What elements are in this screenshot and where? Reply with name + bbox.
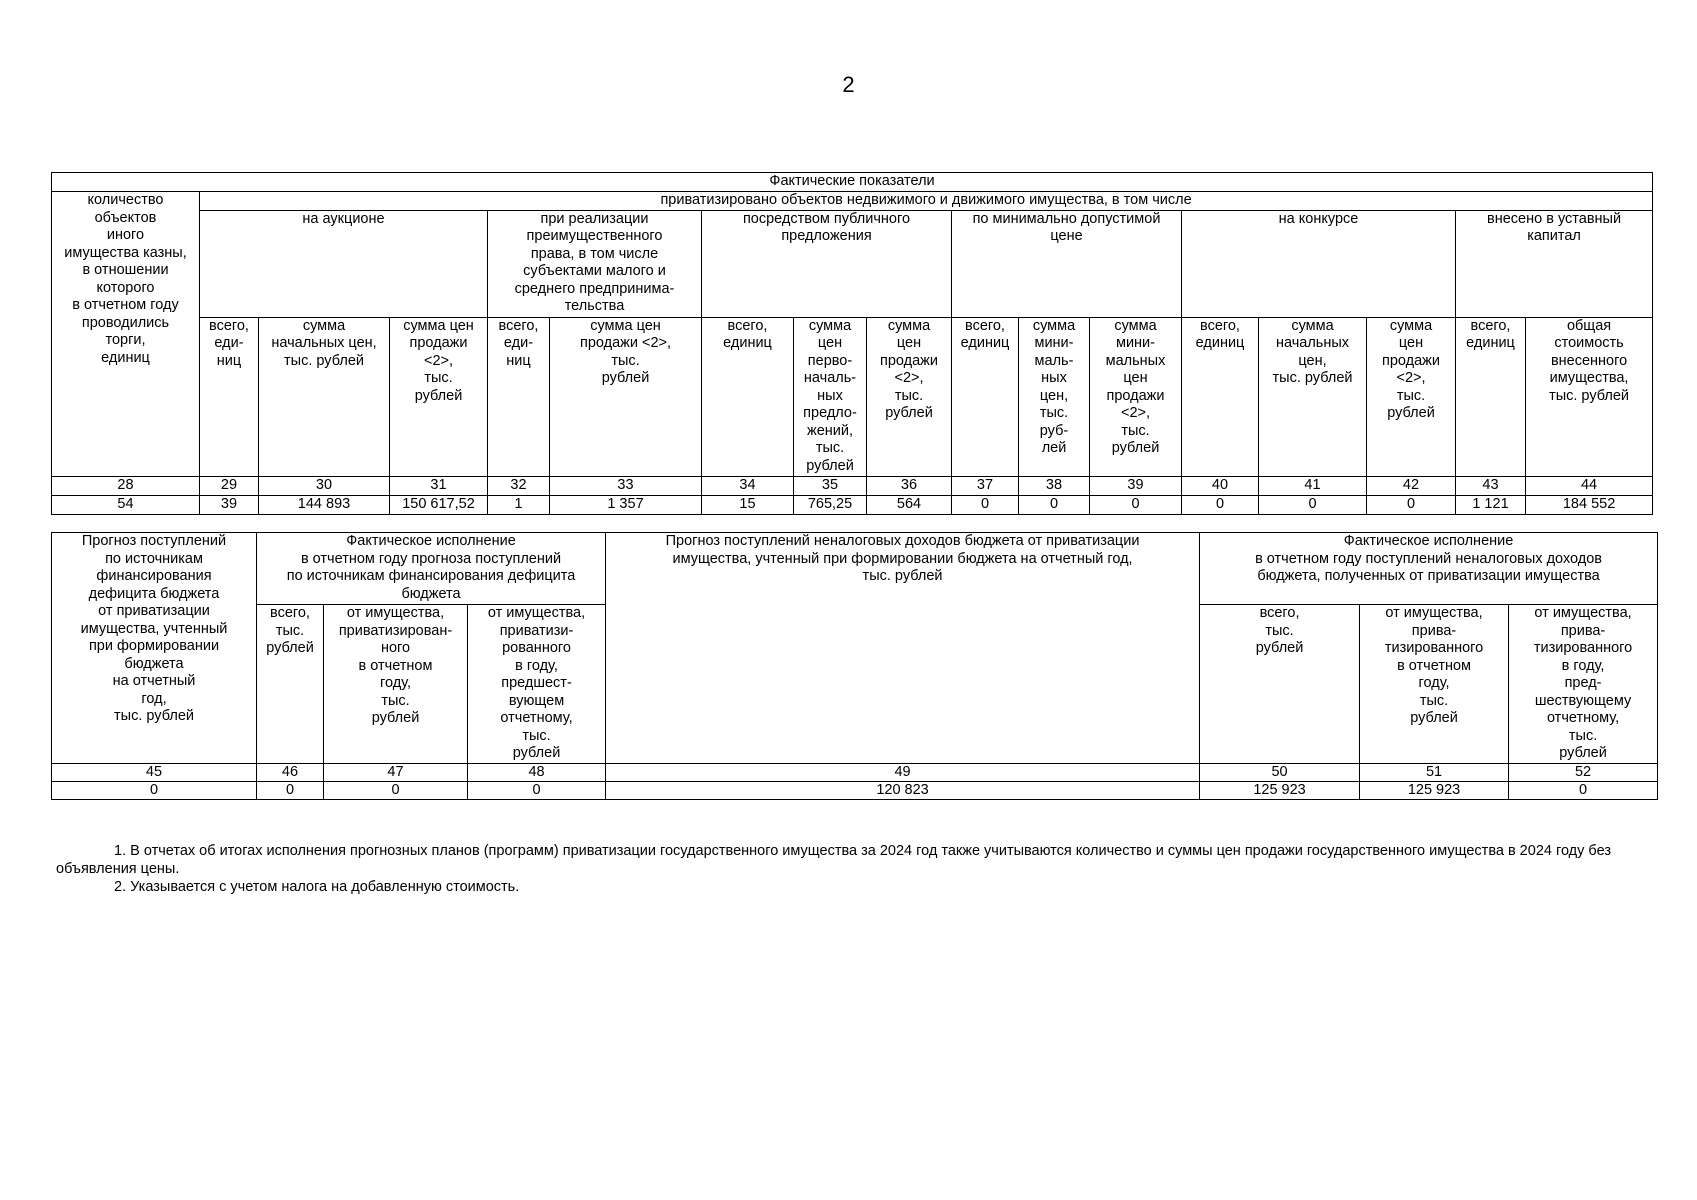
value-cell: 1 357	[550, 495, 702, 514]
subheader-cell: всего, еди- ниц	[200, 317, 259, 476]
subheader-cell: от имущества, приватизи- рованного в году, предшест- вующем отчетному, тыс. рублей	[468, 605, 606, 764]
subheader-cell: сумма цен продажи <2>, тыс. рублей	[390, 317, 488, 476]
column-number: 37	[952, 476, 1019, 495]
column-number: 39	[1090, 476, 1182, 495]
group-contest: на конкурсе	[1182, 210, 1456, 317]
actual-nontax-header: Фактическое исполнение в отчетном году поступлений неналоговых доходов бюджета, полученных от приватизации имущества	[1200, 533, 1658, 605]
value-cell: 120 823	[606, 782, 1200, 800]
column-number: 33	[550, 476, 702, 495]
value-cell: 0	[257, 782, 324, 800]
subheader-cell: всего, единиц	[702, 317, 794, 476]
footnote-1: 1. В отчетах об итогах исполнения прогнозных планов (программ) приватизации государственного имущества за 2024 год также учитываются количество и суммы цен продажи государственного имущества в 2024 году без объявления цены.	[56, 843, 1611, 877]
subheader-cell: сумма цен продажи <2>, тыс. рублей	[867, 317, 952, 476]
subheader-cell: сумма мини- мальных цен продажи <2>, тыс. рублей	[1090, 317, 1182, 476]
column-number: 42	[1367, 476, 1456, 495]
group-min-price: по минимально допустимой цене	[952, 210, 1182, 317]
value-cell: 15	[702, 495, 794, 514]
value-cell: 0	[1019, 495, 1090, 514]
subheader-cell: сумма цен продажи <2>, тыс. рублей	[1367, 317, 1456, 476]
subheader-cell: всего, тыс. рублей	[257, 605, 324, 764]
value-cell: 0	[1090, 495, 1182, 514]
column-number: 52	[1509, 764, 1658, 782]
column-number: 36	[867, 476, 952, 495]
privatized-header: приватизировано объектов недвижимого и движимого имущества, в том числе	[200, 192, 1653, 211]
actual-indicators-table	[51, 172, 1653, 515]
subheader-cell: от имущества, прива- тизированного в отчетном году, тыс. рублей	[1360, 605, 1509, 764]
subheader-cell: общая стоимость внесенного имущества, тыс. рублей	[1526, 317, 1653, 476]
value-cell: 54	[52, 495, 200, 514]
value-cell: 184 552	[1526, 495, 1653, 514]
value-cell: 0	[952, 495, 1019, 514]
value-cell: 0	[1367, 495, 1456, 514]
column-number: 34	[702, 476, 794, 495]
subheader-cell: сумма мини- маль- ных цен, тыс. руб- лей	[1019, 317, 1090, 476]
forecast-deficit-header: Прогноз поступлений по источникам финансирования дефицита бюджета от приватизации имущества, учтенный при формировании бюджета на отчетный год, тыс. рублей	[52, 533, 257, 764]
value-cell: 1	[488, 495, 550, 514]
value-cell: 0	[324, 782, 468, 800]
value-cell: 125 923	[1200, 782, 1360, 800]
group-public-offer: посредством публичного предложения	[702, 210, 952, 317]
value-cell: 150 617,52	[390, 495, 488, 514]
subheader-cell: всего, единиц	[952, 317, 1019, 476]
table1-caption: Фактические показатели	[52, 173, 1653, 192]
group-capital: внесено в уставный капитал	[1456, 210, 1653, 317]
column-number: 29	[200, 476, 259, 495]
group-auction: на аукционе	[200, 210, 488, 317]
subheader-cell: сумма цен перво- началь- ных предло- жений, тыс. рублей	[794, 317, 867, 476]
subheader-cell: сумма начальных цен, тыс. рублей	[259, 317, 390, 476]
value-cell: 144 893	[259, 495, 390, 514]
forecast-execution-table	[51, 532, 1658, 800]
column-number: 47	[324, 764, 468, 782]
column-number: 50	[1200, 764, 1360, 782]
column-number: 41	[1259, 476, 1367, 495]
column-number: 38	[1019, 476, 1090, 495]
subheader-cell: от имущества, приватизирован- ного в отчетном году, тыс. рублей	[324, 605, 468, 764]
column-number: 40	[1182, 476, 1259, 495]
column-number: 31	[390, 476, 488, 495]
subheader-cell: сумма начальных цен, тыс. рублей	[1259, 317, 1367, 476]
value-cell: 0	[52, 782, 257, 800]
column-number: 46	[257, 764, 324, 782]
value-cell: 765,25	[794, 495, 867, 514]
column-number: 49	[606, 764, 1200, 782]
group-preemptive: при реализации преимущественного права, в том числе субъектами малого и среднего предпринима- тельства	[488, 210, 702, 317]
actual-deficit-header: Фактическое исполнение в отчетном году прогноза поступлений по источникам финансирования дефицита бюджета	[257, 533, 606, 605]
subheader-cell: всего, тыс. рублей	[1200, 605, 1360, 764]
forecast-nontax-header: Прогноз поступлений неналоговых доходов бюджета от приватизации имущества, учтенный при формировании бюджета на отчетный год, тыс. рублей	[606, 533, 1200, 764]
value-cell: 0	[468, 782, 606, 800]
column-number: 28	[52, 476, 200, 495]
footnotes	[56, 842, 1656, 896]
column-number: 32	[488, 476, 550, 495]
column-number: 51	[1360, 764, 1509, 782]
column-number: 35	[794, 476, 867, 495]
subheader-cell: всего, единиц	[1456, 317, 1526, 476]
value-cell: 39	[200, 495, 259, 514]
objects-count-header: количество объектов иного имущества казны, в отношении которого в отчетном году проводились торги, единиц	[52, 192, 200, 477]
column-number: 30	[259, 476, 390, 495]
column-number: 48	[468, 764, 606, 782]
value-cell: 0	[1259, 495, 1367, 514]
value-cell: 1 121	[1456, 495, 1526, 514]
column-number: 45	[52, 764, 257, 782]
subheader-cell: от имущества, прива- тизированного в году, пред- шествующему отчетному, тыс. рублей	[1509, 605, 1658, 764]
column-number: 43	[1456, 476, 1526, 495]
subheader-cell: всего, единиц	[1182, 317, 1259, 476]
page-number: 2	[842, 72, 855, 97]
value-cell: 0	[1182, 495, 1259, 514]
value-cell: 564	[867, 495, 952, 514]
subheader-cell: всего, еди- ниц	[488, 317, 550, 476]
footnote-2: 2. Указывается с учетом налога на добавленную стоимость.	[114, 879, 520, 895]
value-cell: 0	[1509, 782, 1658, 800]
value-cell: 125 923	[1360, 782, 1509, 800]
subheader-cell: сумма цен продажи <2>, тыс. рублей	[550, 317, 702, 476]
column-number: 44	[1526, 476, 1653, 495]
